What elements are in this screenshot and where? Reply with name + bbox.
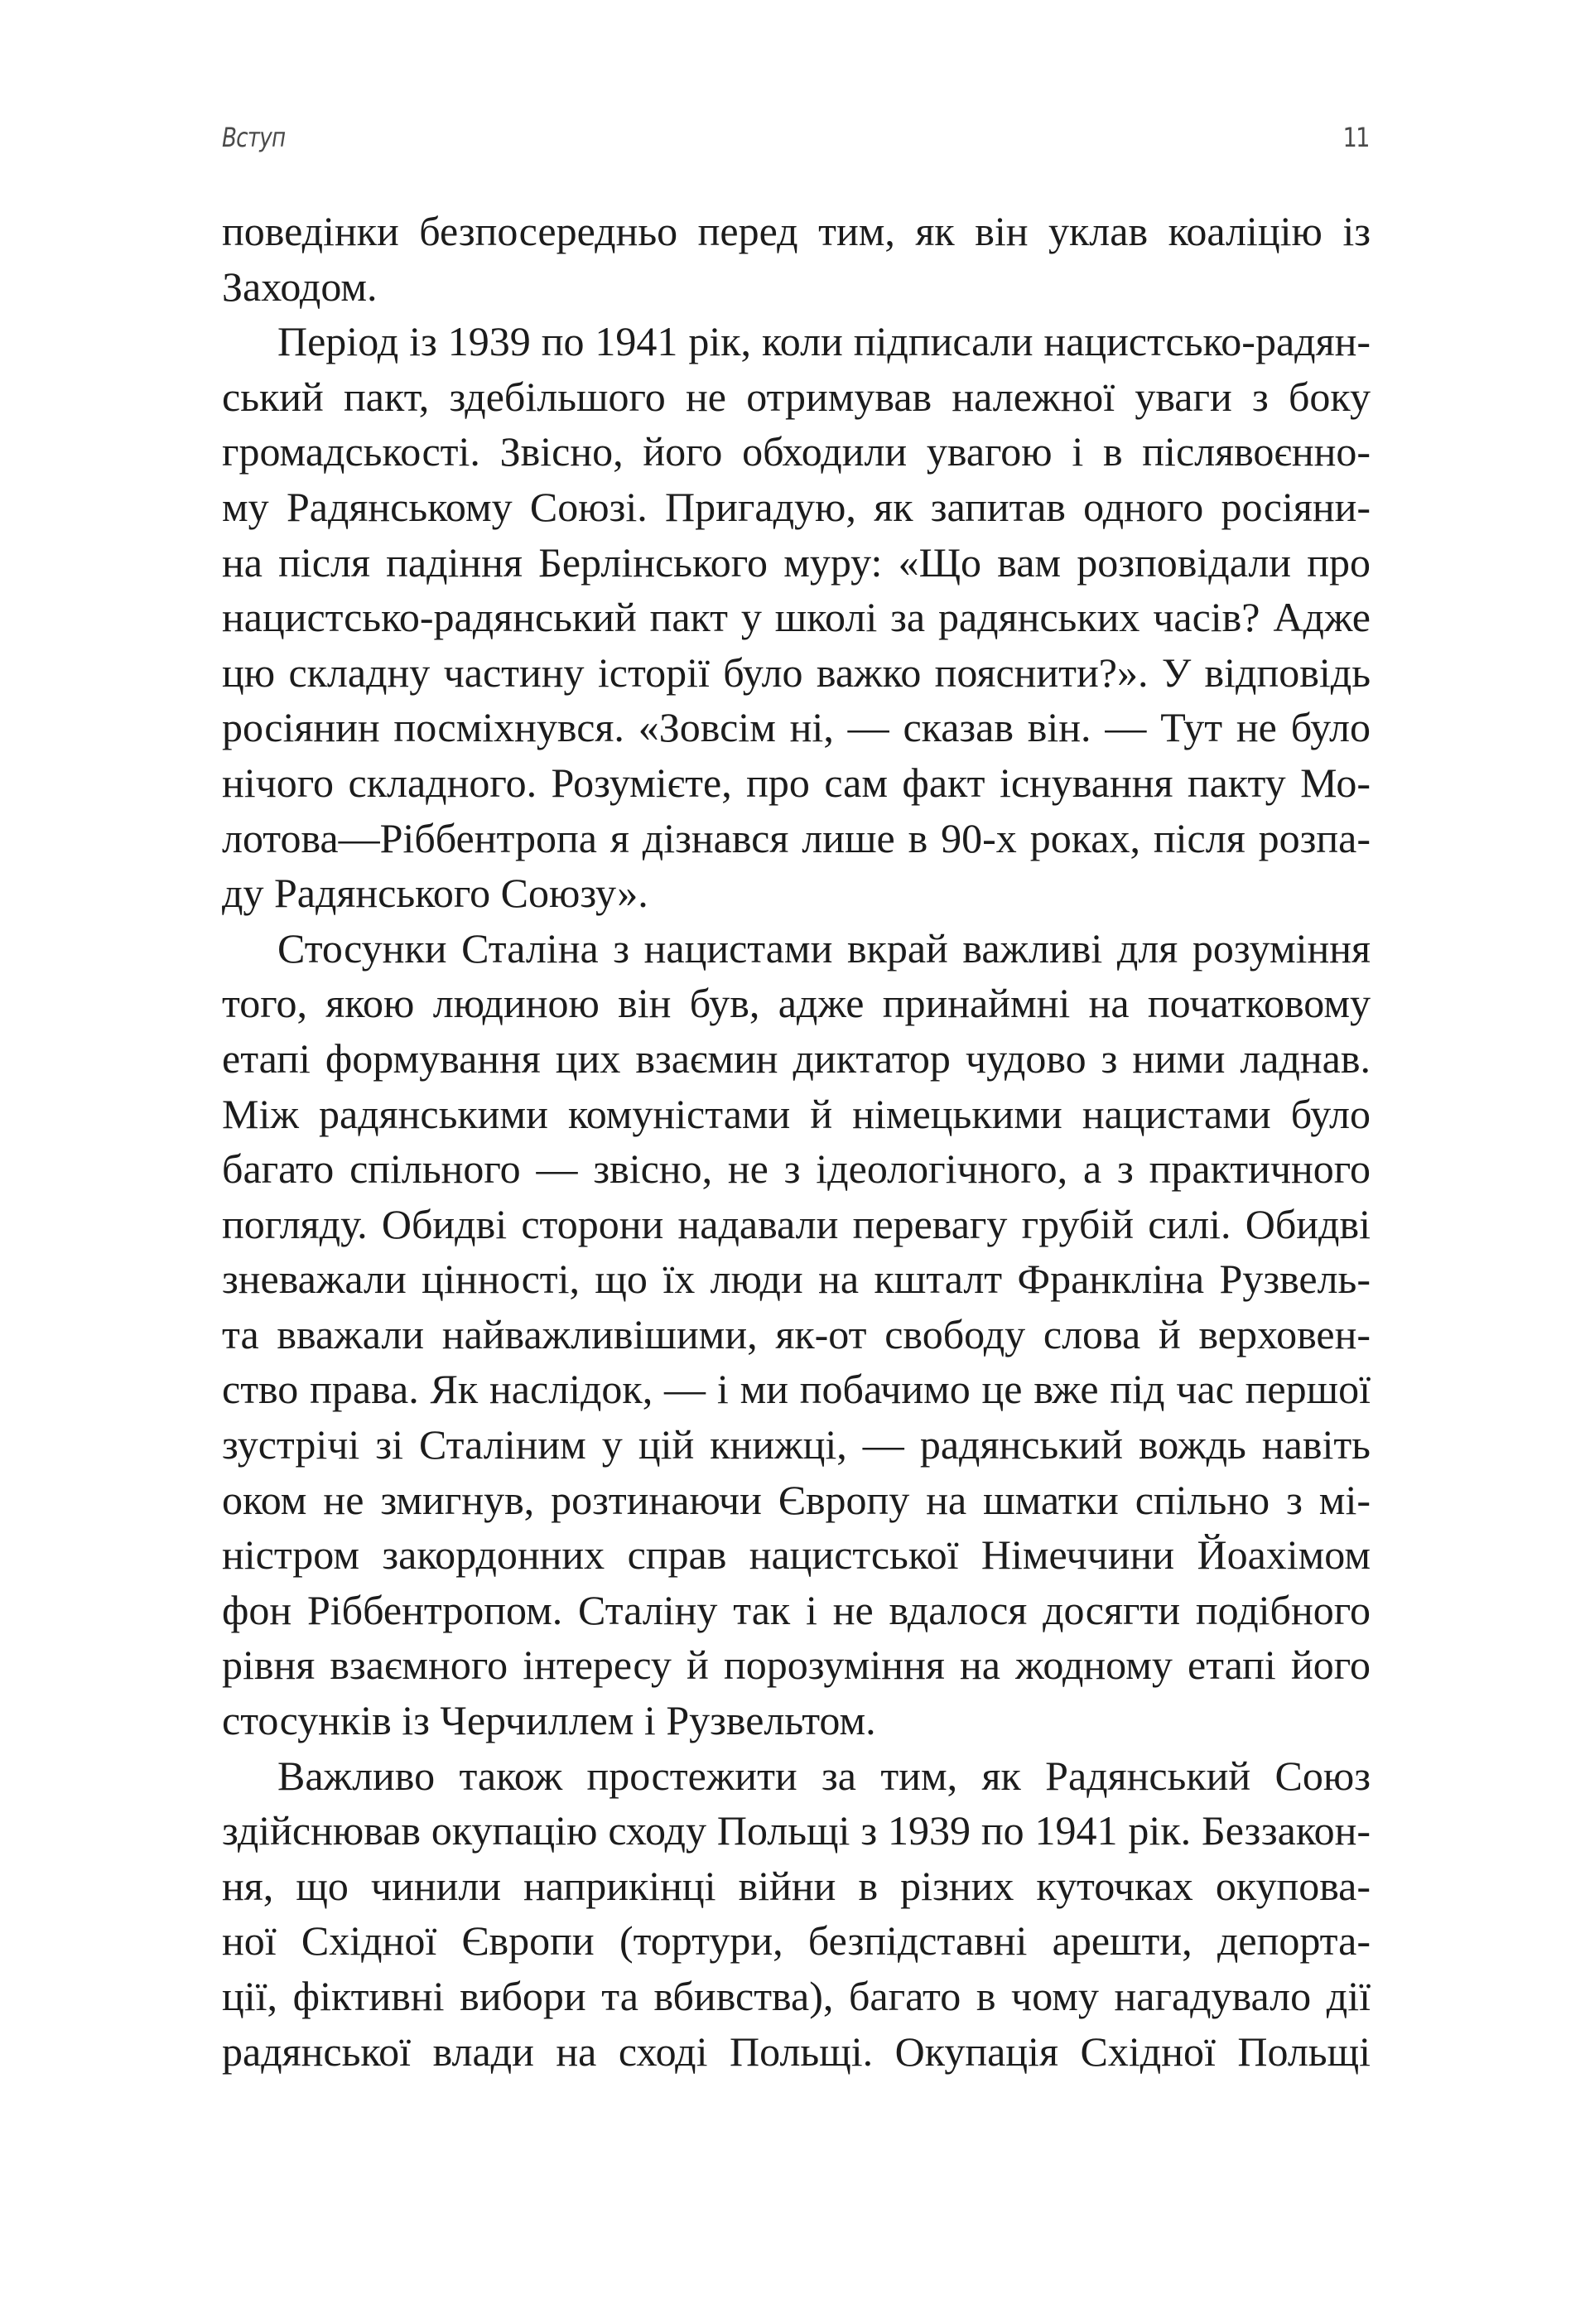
text-line: росіянин посміхнувся. «Зовсім ні, — сказав він. — Тут не було [222, 704, 1371, 751]
text-line: Період із 1939 по 1941 рік, коли підписали нацистсько-радян- [277, 318, 1371, 365]
text-line: Заходом. [222, 263, 378, 310]
text-line: фон Ріббентропом. Сталіну так і не вдалося досягти подібного [222, 1586, 1371, 1633]
text-line: Важливо також простежити за тим, як Радянський Союз [277, 1752, 1371, 1799]
text-line: нічого складного. Розумієте, про сам факт існування пакту Мо- [222, 759, 1371, 806]
text-line: етапі формування цих взаємин диктатор чудово з ними ладнав. [222, 1034, 1371, 1082]
text-line: зустрічі зі Сталіним у цій книжці, — радянський вождь навіть [222, 1421, 1371, 1468]
text-line: Стосунки Сталіна з нацистами вкрай важливі для розуміння [277, 924, 1371, 972]
text-line: ністром закордонних справ нацистської Німеччини Йоахімом [222, 1531, 1371, 1579]
text-line: стосунків із Черчиллем і Рузвельтом. [222, 1697, 876, 1744]
text-line: ня, що чинили наприкінці війни в різних куточках окупова- [222, 1862, 1371, 1909]
text-line: ції, фіктивні вибори та вбивства), багато в чому нагадувало дії [222, 1973, 1371, 2019]
text-line: ство права. Як наслідок, — і ми побачимо це вже під час першої [222, 1366, 1371, 1413]
text-line: на після падіння Берлінського муру: «Що вам розповідали про [222, 538, 1371, 586]
page-number: 11 [1342, 122, 1369, 153]
text-line: громадськості. Звісно, його обходили увагою і в післявоєнно- [222, 428, 1371, 475]
text-line: му Радянському Союзі. Пригадую, як запитав одного росіяни- [222, 483, 1371, 530]
text-line: нацистсько-радянський пакт у школі за радянських часів? Адже [222, 594, 1371, 641]
text-line: здійснював окупацію сходу Польщі з 1939 по 1941 рік. Беззакон- [222, 1807, 1371, 1854]
text-line: багато спільного — звісно, не з ідеологічного, а з практичного [222, 1145, 1371, 1193]
text-line: цю складну частину історії було важко пояснити?». У відповідь [222, 649, 1371, 696]
text-line: того, якою людиною він був, адже принаймні на початковому [222, 980, 1371, 1027]
text-line: ної Східної Європи (тортури, безпідставні арешти, депорта- [222, 1917, 1371, 1965]
text-line: та вважали найважливішими, як-от свободу слова й верховен- [222, 1310, 1371, 1357]
text-line: лотова—Ріббентропа я дізнався лише в 90-х роках, після розпа- [222, 814, 1371, 861]
text-line: Між радянськими комуністами й німецькими нацистами було [222, 1090, 1371, 1137]
text-line: оком не змигнув, розтинаючи Європу на шматки спільно з мі- [222, 1476, 1371, 1523]
body-text [222, 204, 1371, 2079]
running-header [222, 121, 1371, 157]
text-line: поведінки безпосередньо перед тим, як він уклав коаліцію із [222, 208, 1371, 254]
text-line: погляду. Обидві сторони надавали перевагу грубій силі. Обидві [222, 1200, 1371, 1247]
text-line: ду Радянського Союзу». [222, 870, 648, 917]
text-line: ський пакт, здебільшого не отримував належної уваги з боку [222, 373, 1371, 420]
text-line: радянської влади на сході Польщі. Окупація Східної Польщі [222, 2027, 1371, 2075]
text-line: рівня взаємного інтересу й порозуміння на жодному етапі його [222, 1642, 1371, 1689]
text-line: зневажали цінності, що їх люди на кшталт Франкліна Рузвель- [222, 1256, 1371, 1303]
running-title: Вступ [222, 122, 286, 153]
